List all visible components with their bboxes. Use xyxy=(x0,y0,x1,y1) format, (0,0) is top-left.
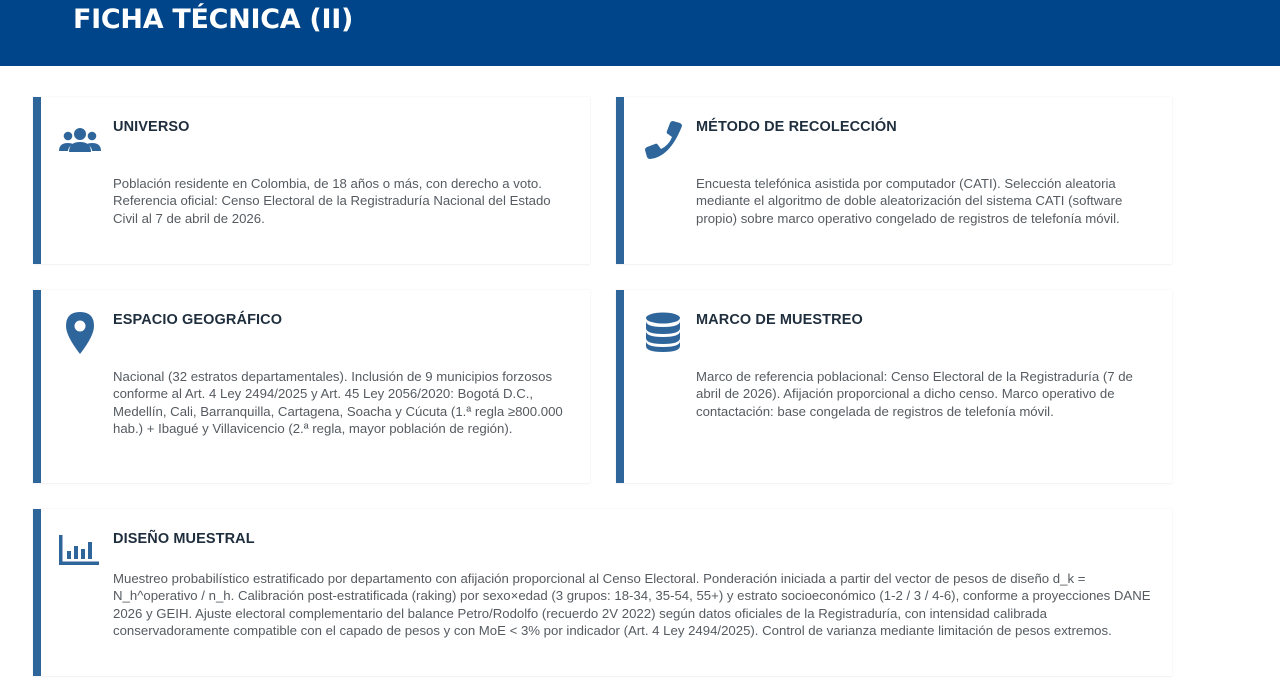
card-diseno-muestral xyxy=(33,509,1172,676)
page-title: FICHA TÉCNICA (II) xyxy=(73,4,353,35)
card-title: UNIVERSO xyxy=(113,119,190,135)
card-espacio-geografico xyxy=(33,290,590,483)
page-header xyxy=(0,0,1280,66)
accent-bar xyxy=(33,97,41,264)
bar-chart-icon xyxy=(57,527,103,573)
card-body: Marco de referencia poblacional: Censo Electoral de la Registraduría (7 de abril de 2026). Afijación proporcional a dicho censo. Marco operativo de contactación: base congelada de registros de telefonía móvil. xyxy=(696,369,1133,419)
card-metodo-recoleccion xyxy=(616,97,1172,264)
card-universo xyxy=(33,97,590,264)
card-title: MARCO DE MUESTREO xyxy=(696,312,863,328)
accent-bar xyxy=(33,290,41,483)
map-pin-icon xyxy=(57,310,103,356)
card-body: Encuesta telefónica asistida por computador (CATI). Selección aleatoria mediante el algoritmo de doble aleatorización del sistema CATI (software propio) sobre marco operativo congelado de registros de telefonía móvil. xyxy=(696,176,1123,226)
card-body: Nacional (32 estratos departamentales). Inclusión de 9 municipios forzosos conforme al Art. 4 Ley 2494/2025 y Art. 45 Ley 2056/2020: Bogotá D.C., Medellín, Cali, Barranquilla, Cartagena, Soacha y Cúcuta (1.ª regla ≥800.000 hab.) + Ibagué y Villavicencio (2.ª regla, mayor población de región). xyxy=(113,369,563,437)
card-marco-muestreo xyxy=(616,290,1172,483)
card-title: DISEÑO MUESTRAL xyxy=(113,531,255,547)
accent-bar xyxy=(616,97,624,264)
phone-icon xyxy=(640,117,686,163)
card-title: MÉTODO DE RECOLECCIÓN xyxy=(696,119,897,135)
card-body: Población residente en Colombia, de 18 años o más, con derecho a voto. Referencia oficial: Censo Electoral de la Registraduría Nacional del Estado Civil al 7 de abril de 2026. xyxy=(113,176,551,226)
users-icon xyxy=(57,117,103,163)
database-icon xyxy=(640,310,686,356)
accent-bar xyxy=(33,509,41,676)
card-title: ESPACIO GEOGRÁFICO xyxy=(113,312,283,328)
card-body: Muestreo probabilístico estratificado por departamento con afijación proporcional al Censo Electoral. Ponderación iniciada a partir del vector de pesos de diseño d_k = N_h^operativo / n_h. Calibración post-estratificada (raking) por sexo×edad (3 grupos: 18-34, 35-54, 55+) y estrato socioeconómico (1-2 / 3 / 4-6), conforme a proyecciones DANE 2026 y GEIH. Ajuste electoral complementario del balance Petro/Rodolfo (recuerdo 2V 2022) según datos oficiales de la Registraduría, con intensidad calibrada conservadoramente compatible con el capado de pesos y con MoE < 3% por indicador (Art. 4 Ley 2494/2025). Control de varianza mediante limitación de pesos extremos. xyxy=(113,571,1151,639)
accent-bar xyxy=(616,290,624,483)
